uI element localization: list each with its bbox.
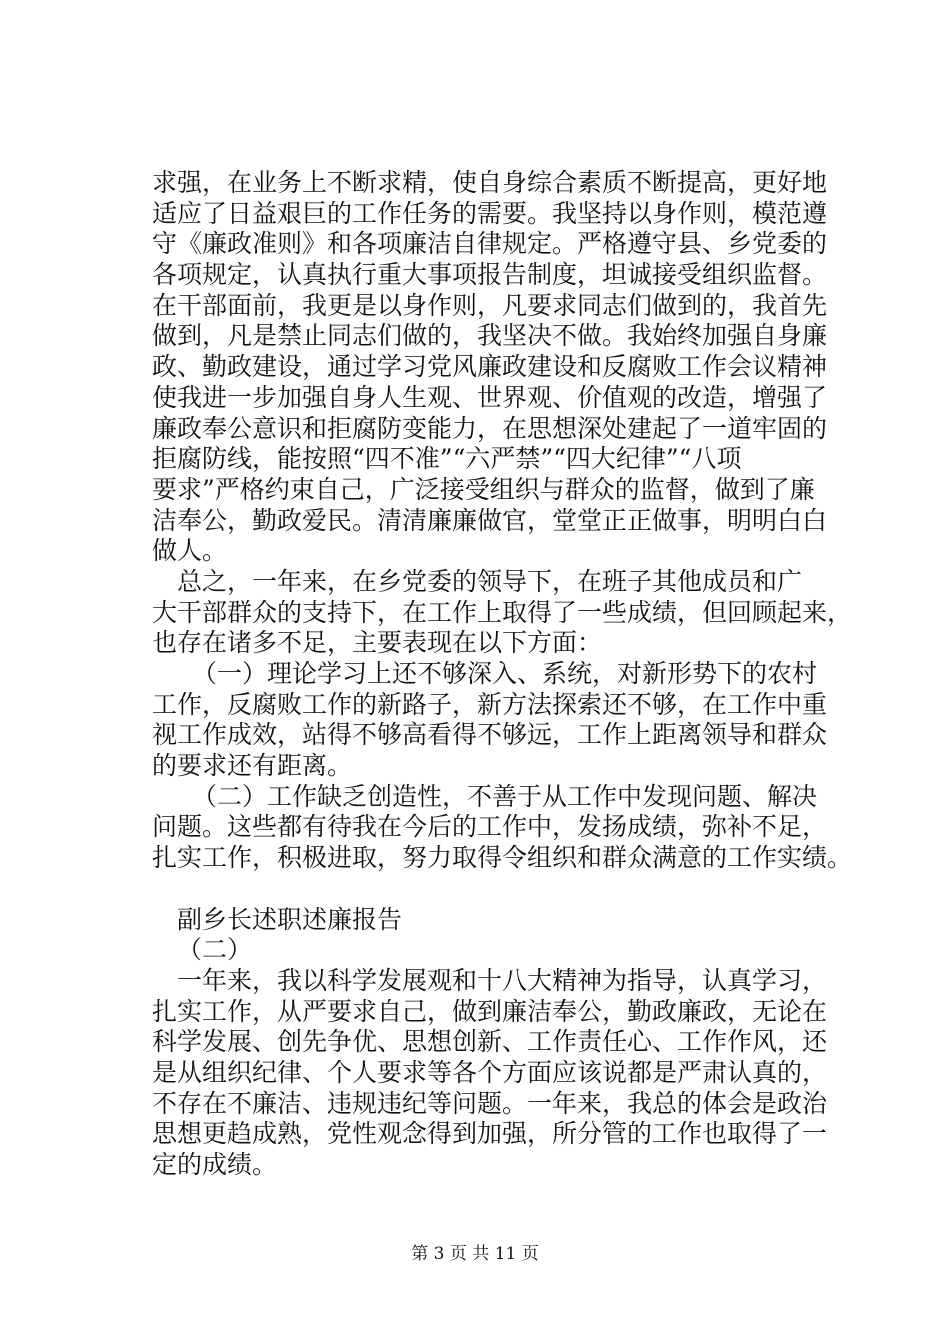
- text-line: 求强，在业务上不断求精，使自身综合素质不断提高，更好地: [152, 168, 828, 197]
- text-line: 思想更趋成熟，党性观念得到加强，所分管的工作也取得了一: [152, 1119, 828, 1149]
- text-line: 工作，反腐败工作的新路子，新方法探索还不够，在工作中重: [152, 689, 828, 719]
- section-title: 副乡长述职述廉报告: [177, 904, 403, 934]
- text-line: 科学发展、创先争优、思想创新、工作责任心、工作作风，还: [152, 1027, 828, 1057]
- text-line: 做人。: [152, 536, 228, 566]
- list-item-one-start: （一）理论学习上还不够深入、系统，对新形势下的农村: [192, 659, 818, 688]
- text-line: 洁奉公，勤政爱民。清清廉廉做官，堂堂正正做事，明明白白: [152, 505, 828, 535]
- text-line: 扎实工作，从严要求自己，做到廉洁奉公，勤政廉政，无论在: [152, 996, 828, 1026]
- text-line: 定的成绩。: [152, 1150, 278, 1179]
- text-line: 问题。这些都有待我在今后的工作中，发扬成绩，弥补不足，: [152, 812, 828, 842]
- text-line: 政、勤政建设，通过学习党风廉政建设和反腐败工作会议精神: [152, 352, 828, 382]
- text-line: 是从组织纪律、个人要求等各个方面应该说都是严肃认真的，: [152, 1057, 828, 1087]
- text-line: 适应了日益艰巨的工作任务的需要。我坚持以身作则，模范遵: [152, 198, 828, 228]
- paragraph-start-line: 一年来，我以科学发展观和十八大精神为指导，认真学习，: [177, 965, 828, 995]
- text-line: 做到，凡是禁止同志们做的，我坚决不做。我始终加强自身廉: [152, 321, 828, 351]
- text-line: 要求”严格约束自己，广泛接受组织与群众的监督，做到了廉: [152, 474, 815, 504]
- text-line: 在干部面前，我更是以身作则，凡要求同志们做到的，我首先: [152, 290, 828, 320]
- text-line: 大干部群众的支持下，在工作上取得了一些成绩，但回顾起来，: [152, 597, 853, 627]
- text-line: 也存在诸多不足，主要表现在以下方面：: [152, 628, 603, 658]
- paragraph-start-line: 总之，一年来，在乡党委的领导下，在班子其他成员和广: [177, 566, 803, 596]
- text-line: 不存在不廉洁、违规违纪等问题。一年来，我总的体会是政治: [152, 1088, 828, 1118]
- document-body: [152, 168, 853, 1181]
- text-line: 的要求还有距离。: [152, 751, 353, 781]
- text-line: 拒腐防线，能按照“四不准”“六严禁”“四大纪律”“八项: [152, 444, 742, 474]
- page-number: 第 3 页 共 11 页: [411, 1244, 539, 1264]
- text-line: 各项规定，认真执行重大事项报告制度，坦诚接受组织监督。: [152, 260, 828, 290]
- text-line: 使我进一步加强自身人生观、世界观、价值观的改造，增强了: [152, 382, 828, 412]
- blank-line: [152, 874, 832, 905]
- list-item-two-start: （二）工作缺乏创造性，不善于从工作中发现问题、解决: [192, 781, 818, 811]
- text-line: 廉政奉公意识和拒腐防变能力，在思想深处建起了一道牢固的: [152, 413, 828, 443]
- text-line: 视工作成效，站得不够高看得不够远，工作上距离领导和群众: [152, 720, 828, 750]
- text-line: 守《廉政准则》和各项廉洁自律规定。严格遵守县、乡党委的: [152, 229, 828, 259]
- section-subtitle: （二）: [177, 935, 253, 965]
- text-line: 扎实工作，积极进取，努力取得令组织和群众满意的工作实绩。: [152, 843, 853, 873]
